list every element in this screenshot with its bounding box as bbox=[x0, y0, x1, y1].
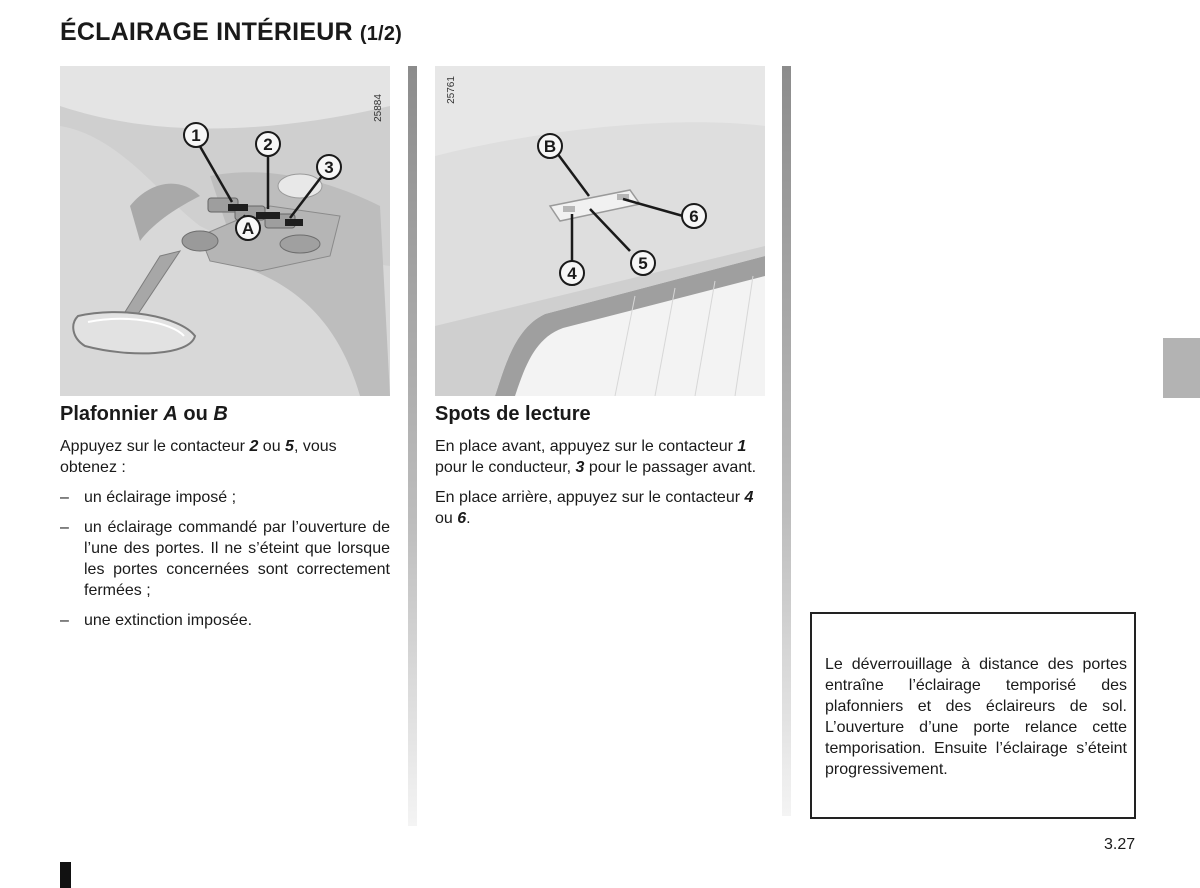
section-plafonnier-body bbox=[60, 436, 390, 640]
callout-1: 1 bbox=[191, 126, 201, 145]
figure-front-ceiling-light bbox=[60, 66, 390, 396]
text-run: ou bbox=[258, 438, 286, 455]
text-run: Appuyez sur le contacteur bbox=[60, 438, 250, 455]
callout-b: B bbox=[543, 137, 557, 156]
text-run: pour le passager avant. bbox=[584, 459, 757, 476]
callout-3: 3 bbox=[324, 158, 334, 177]
page-title bbox=[60, 18, 402, 47]
note-text: Le déverrouillage à distance des portes entraîne l’éclairage temporisé des plafonniers et des éclaireurs de sol. L’ouverture d’une porte relance cette temporisation. Ensuite l’éclairage s’éteint progressivement. bbox=[825, 656, 1127, 778]
figure-ref-25761: 25761 bbox=[446, 76, 457, 104]
text-run: En place arrière, appuyez sur le contacteur bbox=[435, 489, 745, 506]
page-title-part: (1/2) bbox=[359, 23, 402, 45]
intro-paragraph bbox=[60, 436, 390, 478]
bullet-dash: – bbox=[60, 489, 69, 506]
list-item-text: un éclairage imposé ; bbox=[84, 489, 237, 506]
text-run: pour le conducteur, bbox=[435, 459, 576, 476]
heading-text: ou bbox=[177, 403, 214, 425]
key-6: 6 bbox=[457, 510, 467, 527]
key-3: 3 bbox=[575, 459, 585, 476]
callout-2: 2 bbox=[263, 135, 273, 154]
callout-6: 6 bbox=[689, 207, 699, 226]
list-item bbox=[60, 610, 390, 631]
figure-ref-25884: 25884 bbox=[373, 94, 384, 122]
text-run: , vous obtenez : bbox=[60, 438, 337, 476]
text-run: ou bbox=[435, 510, 458, 527]
heading-key-a: A bbox=[163, 403, 178, 425]
key-1: 1 bbox=[737, 438, 747, 455]
section-spots-body bbox=[435, 436, 765, 538]
list-item bbox=[60, 517, 390, 601]
note-box bbox=[810, 612, 1136, 819]
callout-a: A bbox=[241, 219, 255, 238]
text-run: . bbox=[466, 510, 471, 527]
key-2: 2 bbox=[249, 438, 259, 455]
list-item bbox=[60, 487, 390, 508]
figure-reading-spots bbox=[435, 66, 765, 396]
bullet-dash: – bbox=[60, 612, 69, 629]
corner-mark bbox=[60, 862, 71, 888]
key-4: 4 bbox=[744, 489, 754, 506]
page-title-main: ÉCLAIRAGE INTÉRIEUR bbox=[60, 18, 353, 46]
page-number: 3.27 bbox=[1104, 836, 1136, 853]
heading-spots-de-lecture: Spots de lecture bbox=[435, 403, 591, 425]
list-item-text: une extinction imposée. bbox=[84, 612, 253, 629]
column-divider-right bbox=[782, 66, 791, 816]
heading-key-b: B bbox=[213, 403, 228, 425]
bullet-dash: – bbox=[60, 519, 69, 536]
callout-4: 4 bbox=[567, 264, 577, 283]
text-run: En place avant, appuyez sur le contacteur bbox=[435, 438, 738, 455]
column-divider-left bbox=[408, 66, 417, 826]
list-item-text: un éclairage commandé par l’ouverture de l’une des portes. Il ne s’éteint que lorsque les portes concernées sont correctement fermées ; bbox=[84, 519, 390, 599]
heading-plafonnier bbox=[60, 403, 228, 426]
key-5: 5 bbox=[285, 438, 294, 455]
heading-text: Plafonnier bbox=[60, 403, 164, 425]
callout-5: 5 bbox=[638, 254, 648, 273]
front-seat-paragraph bbox=[435, 436, 765, 478]
chapter-tab bbox=[1163, 338, 1200, 398]
rear-seat-paragraph bbox=[435, 487, 765, 529]
